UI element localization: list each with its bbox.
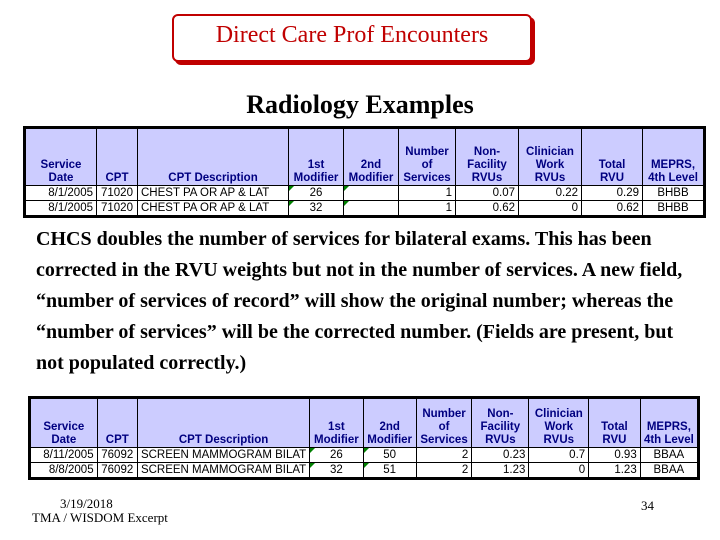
cell-work: 0: [519, 201, 582, 216]
cell-mod2: 50: [363, 448, 416, 463]
cell-cpt: 76092: [97, 463, 137, 478]
cell-num: 1: [399, 186, 456, 201]
column-header-non-facility: Non- Facility RVUs: [472, 399, 529, 448]
slide-title: Direct Care Prof Encounters: [215, 22, 489, 48]
cell-cpt: 71020: [97, 186, 138, 201]
cell-nonfac: 1.23: [472, 463, 529, 478]
cell-total: 1.23: [589, 463, 641, 478]
title-banner: [172, 14, 532, 62]
cell-nonfac: 0.07: [456, 186, 519, 201]
cell-meprs: BBAA: [640, 448, 697, 463]
cell-cpt: 76092: [97, 448, 137, 463]
explanation-paragraph: CHCS doubles the number of services for bilateral exams. This has been corrected in the RVU weights but not in the number of services. A new field, “number of services of record” will show the original number; whereas the “number of services” will be the corrected number. (Fields are present, but not populated correctly.): [36, 228, 683, 374]
cell-meprs: BBAA: [640, 463, 697, 478]
cell-num: 1: [399, 201, 456, 216]
cell-desc: SCREEN MAMMOGRAM BILAT: [137, 463, 309, 478]
header-row: [31, 399, 698, 448]
column-header-mod2: 2nd Modifier: [363, 399, 416, 448]
cell-mod2: 51: [363, 463, 416, 478]
column-header-total-rvu: Total RVU: [582, 129, 643, 186]
page-number: 34: [641, 498, 654, 513]
cell-mod2: [344, 201, 399, 216]
cell-mod2: [344, 186, 399, 201]
cell-date: 8/1/2005: [26, 186, 97, 201]
cell-work: 0: [529, 463, 589, 478]
footer-source: TMA / WISDOM Excerpt: [32, 510, 168, 525]
column-header-meprs: MEPRS, 4th Level: [640, 399, 697, 448]
column-header-total-rvu: Total RVU: [589, 399, 641, 448]
cell-num: 2: [416, 448, 472, 463]
column-header-meprs: MEPRS, 4th Level: [643, 129, 704, 186]
column-header-service-date: Service Date: [26, 129, 97, 186]
column-header-mod1: 1st Modifier: [289, 129, 344, 186]
column-header-cpt-description: CPT Description: [137, 399, 309, 448]
cell-total: 0.62: [582, 201, 643, 216]
cell-work: 0.7: [529, 448, 589, 463]
radiology-table-2: [28, 396, 700, 480]
column-header-non-facility: Non- Facility RVUs: [456, 129, 519, 186]
column-header-cpt: CPT: [97, 129, 138, 186]
table-row: [26, 201, 704, 216]
cell-nonfac: 0.23: [472, 448, 529, 463]
column-header-mod2: 2nd Modifier: [344, 129, 399, 186]
cell-mod1: 26: [310, 448, 363, 463]
cell-cpt: 71020: [97, 201, 138, 216]
cell-num: 2: [416, 463, 472, 478]
cell-nonfac: 0.62: [456, 201, 519, 216]
encounter-table: [30, 398, 698, 478]
cell-date: 8/8/2005: [31, 463, 98, 478]
slide-subtitle: Radiology Examples: [246, 90, 474, 119]
radiology-table-1: [23, 126, 706, 218]
cell-desc: SCREEN MAMMOGRAM BILAT: [137, 448, 309, 463]
cell-mod1: 32: [289, 201, 344, 216]
column-header-cpt-description: CPT Description: [138, 129, 289, 186]
header-row: [26, 129, 704, 186]
cell-mod1: 32: [310, 463, 363, 478]
column-header-mod1: 1st Modifier: [310, 399, 363, 448]
column-header-clinician-work: Clinician Work RVUs: [529, 399, 589, 448]
footer-date: 3/19/2018: [60, 496, 113, 511]
encounter-table: [25, 128, 704, 216]
table-row: [26, 186, 704, 201]
cell-meprs: BHBB: [643, 186, 704, 201]
column-header-clinician-work: Clinician Work RVUs: [519, 129, 582, 186]
table-row: [31, 463, 698, 478]
cell-date: 8/11/2005: [31, 448, 98, 463]
column-header-num-services: Number of Services: [399, 129, 456, 186]
column-header-num-services: Number of Services: [416, 399, 472, 448]
cell-date: 8/1/2005: [26, 201, 97, 216]
cell-total: 0.29: [582, 186, 643, 201]
cell-meprs: BHBB: [643, 201, 704, 216]
cell-work: 0.22: [519, 186, 582, 201]
column-header-service-date: Service Date: [31, 399, 98, 448]
cell-desc: CHEST PA OR AP & LAT: [138, 201, 289, 216]
cell-desc: CHEST PA OR AP & LAT: [138, 186, 289, 201]
column-header-cpt: CPT: [97, 399, 137, 448]
cell-mod1: 26: [289, 186, 344, 201]
cell-total: 0.93: [589, 448, 641, 463]
table-row: [31, 448, 698, 463]
